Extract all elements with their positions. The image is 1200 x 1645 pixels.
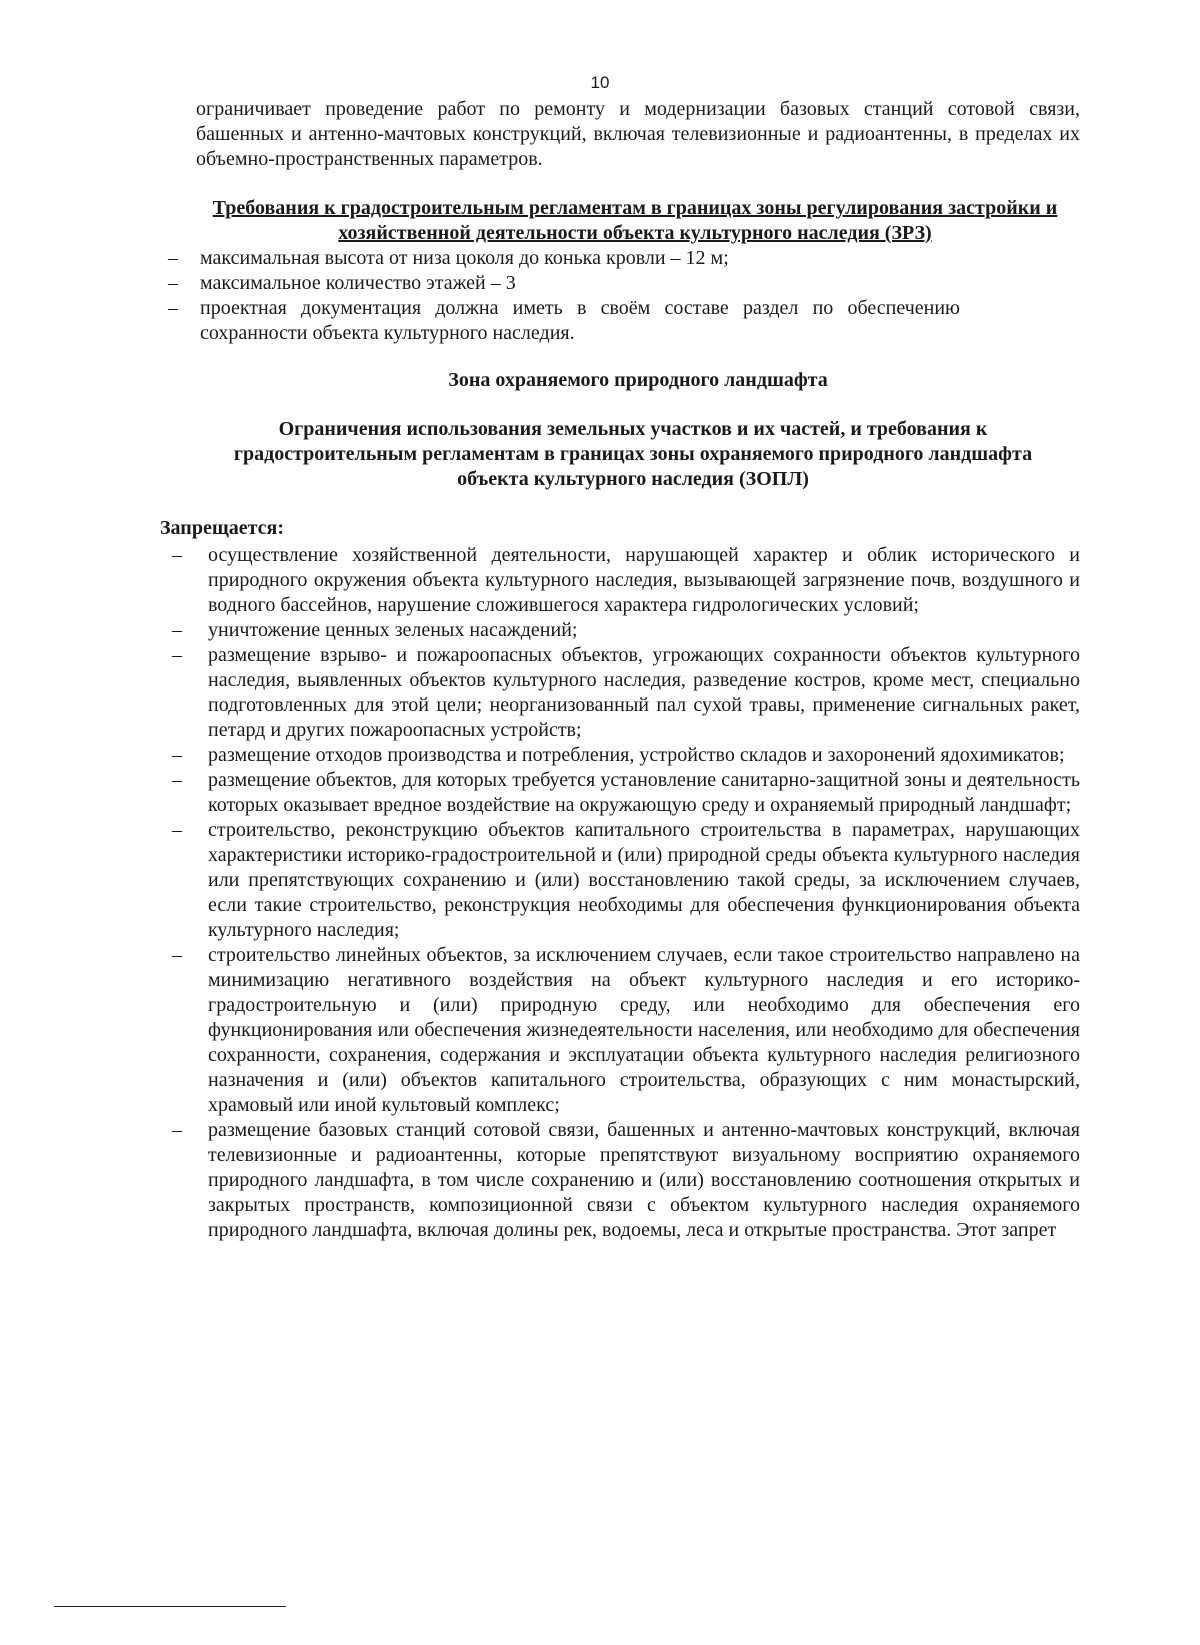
list-item-text: осуществление хозяйственной деятельности, нарушающей характер и облик исторического и природного окружения объекта культурного наследия, вызывающей загрязнение почв, воздушного и водного бассейнов, нарушение сложившегося характера гидрологических условий; (208, 544, 1080, 616)
list-item (160, 743, 1080, 768)
dash-marker: – (172, 819, 182, 841)
dash-marker: – (168, 272, 178, 294)
zone-title: Зона охраняемого природного ландшафта (448, 369, 828, 391)
list-item-text: уничтожение ценных зеленых насаждений; (208, 619, 578, 641)
list-item-text: строительство, реконструкцию объектов капитального строительства в параметрах, нарушающих характеристики историко-градостроительной и (или) природной среды объекта культурного наследия или препятствующих сохранению и (или) восстановлению такой среды, за исключением случаев, если такие строительство, реконструкция необходимы для обеспечения функционирования объекта культурного наследия; (208, 819, 1080, 941)
list-item (160, 643, 1080, 743)
dash-marker: – (172, 644, 182, 666)
dash-marker: – (172, 619, 182, 641)
list-item-text: максимальная высота от низа цоколя до конька кровли – 12 м; (200, 247, 729, 269)
list-item (160, 943, 1080, 1118)
zrz-list (160, 246, 1080, 346)
list-item-text: размещение отходов производства и потребления, устройство складов и захоронений ядохимикатов; (208, 744, 1065, 766)
list-item-text: строительство линейных объектов, за исключением случаев, если такое строительство направлено на минимизацию негативного воздействия на объект культурного наследия и его историко-градостроительную и (или) природную среду, или необходимо для обеспечения его функционирования или обеспечения жизнедеятельности населения, или необходимо для обеспечения сохранности, сохранения, содержания и эксплуатации объекта культурного наследия религиозного назначения и (или) объектов капитального строительства, образующих с ним монастырский, храмовый или иной культовый комплекс; (208, 944, 1080, 1116)
list-item (160, 618, 1080, 643)
dash-marker: – (172, 744, 182, 766)
dash-marker: – (168, 247, 178, 269)
list-item (160, 246, 1080, 271)
dash-marker: – (172, 1119, 182, 1141)
dash-marker: – (172, 944, 182, 966)
list-item (160, 818, 1080, 943)
list-item-text: проектная документация должна иметь в своём составе раздел по обеспечению сохранности объекта культурного наследия. (200, 297, 960, 344)
page-number: 10 (590, 73, 610, 92)
dash-marker: – (168, 297, 178, 319)
forbidden-list (160, 543, 1080, 1243)
zrz-heading: Требования к градостроительным регламентам в границах зоны регулирования застройки и хозяйственной деятельности объекта культурного наследия (ЗРЗ) (212, 197, 1058, 244)
list-item-text: максимальное количество этажей – 3 (200, 272, 516, 294)
dash-marker: – (172, 769, 182, 791)
list-item (160, 296, 1080, 346)
list-item (160, 271, 1080, 296)
footnote-separator-line (54, 1606, 286, 1607)
list-item (160, 543, 1080, 618)
list-item-text: размещение взрыво- и пожароопасных объектов, угрожающих сохранности объектов культурного наследия, выявленных объектов культурного наследия, разведение костров, кроме мест, специально подготовленных для этой цели; неорганизованный пал сухой травы, применение сигнальных ракет, петард и других пожароопасных устройств; (208, 644, 1080, 741)
list-item-text: размещение объектов, для которых требуется установление санитарно-защитной зоны и деятельность которых оказывает вредное воздействие на окружающую среду и охраняемый природный ландшафт; (208, 769, 1080, 816)
list-item-text: размещение базовых станций сотовой связи, башенных и антенно-мачтовых конструкций, включая телевизионные и радиоантенны, которые препятствуют визуальному восприятию охраняемого природного ландшафта, в том числе сохранению и (или) восстановлению соотношения открытых и закрытых пространств, композиционной связи с объектом культурного наследия охраняемого природного ландшафта, включая долины рек, водоемы, леса и открытые пространства. Этот запрет (208, 1119, 1080, 1241)
dash-marker: – (172, 544, 182, 566)
forbidden-label: Запрещается: (160, 517, 285, 539)
zopl-heading: Ограничения использования земельных участков и их частей, и требования к градостроительным регламентам в границах зоны охраняемого природного ландшафта объекта культурного наследия (ЗОПЛ) (233, 418, 1033, 490)
list-item (160, 1118, 1080, 1243)
list-item (160, 768, 1080, 818)
page-content (160, 97, 1080, 1243)
intro-paragraph: ограничивает проведение работ по ремонту и модернизации базовых станций сотовой связи, башенных и антенно-мачтовых конструкций, включая телевизионные и радиоантенны, в пределах их объемно-пространственных параметров. (196, 98, 1080, 170)
